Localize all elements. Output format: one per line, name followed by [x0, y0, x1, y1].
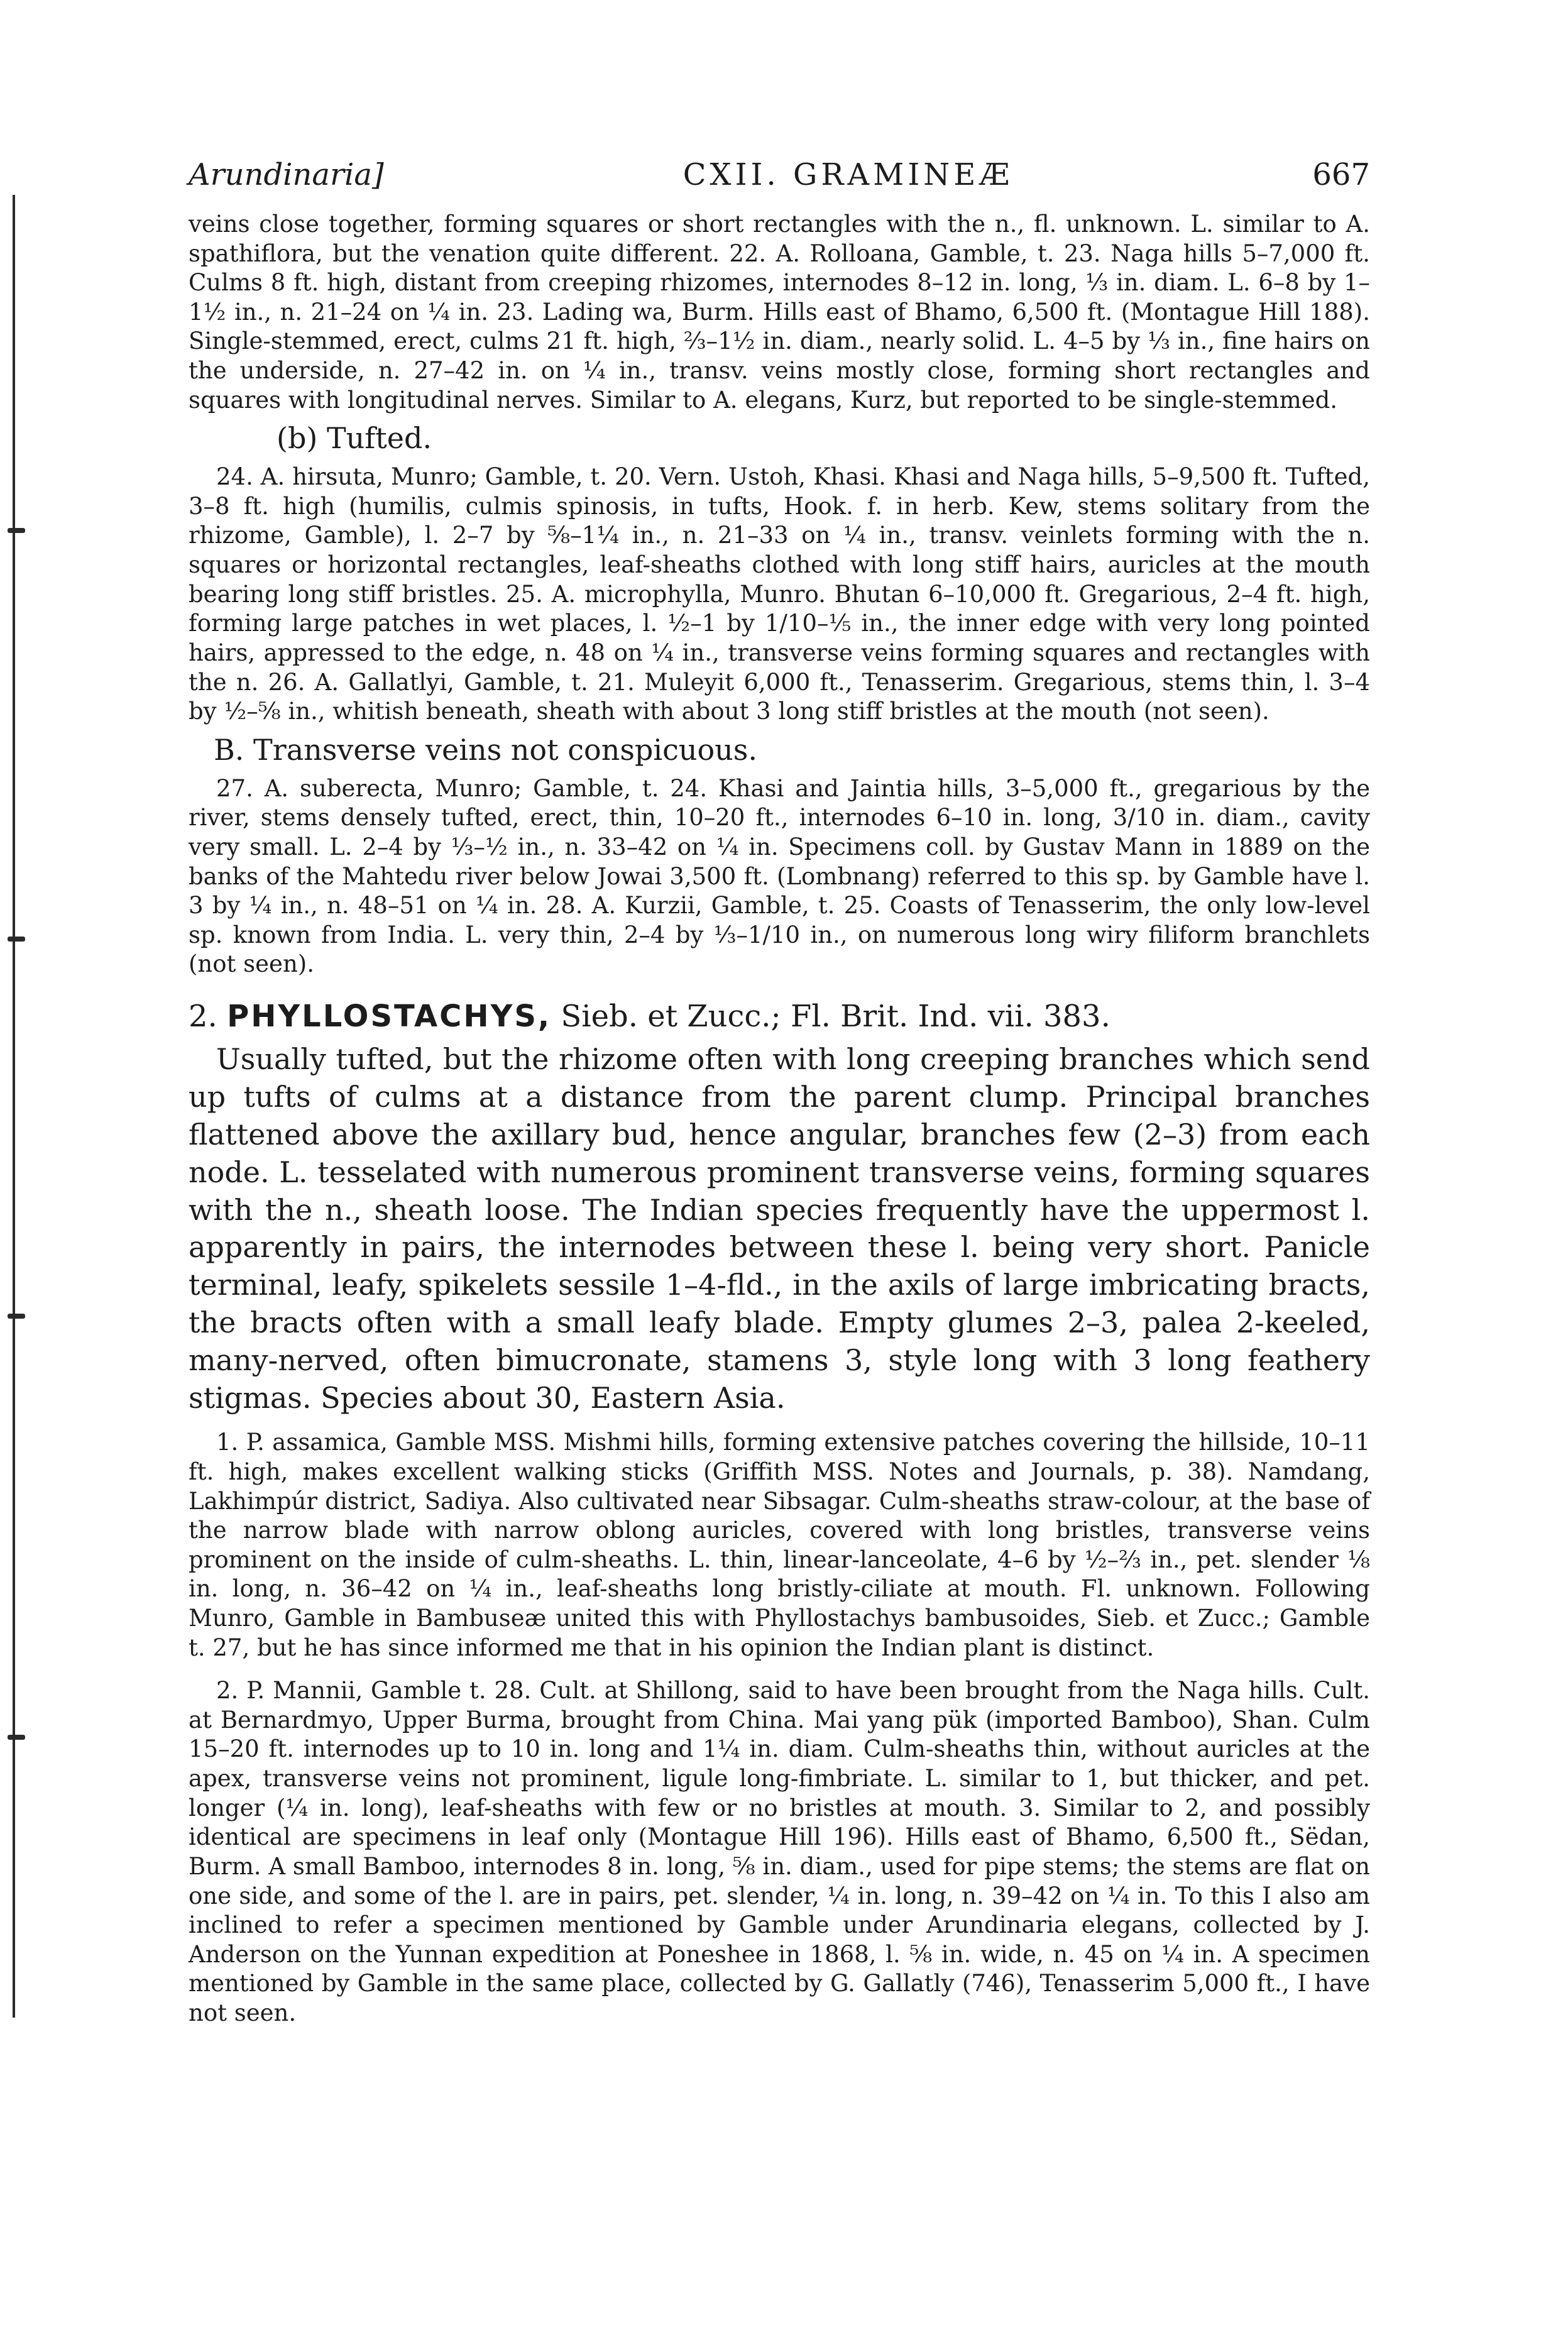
paragraph-species-24-26: 24. A. hirsuta, Munro; Gamble, t. 20. Vern. Ustoh, Khasi. Khasi and Naga hills, 5–9,500 ft. Tufted, 3–8 ft. high (humilis, culmis spinosis, in tufts, Hook. f. in herb. Kew, stems solitary from the rhizome, Gamble), l. 2–7 by ⅝–1¼ in., n. 21–33 on ¼ in., transv. veinlets forming with the n. squares or horizontal rectangles, leaf-sheaths clothed with long stiff hairs, auricles at the mouth bearing long stiff bristles. 25. A. microphylla, Munro. Bhutan 6–10,000 ft. Gregarious, 2–4 ft. high, forming large patches in wet places, l. ½–1 by 1/10–⅕ in., the inner edge with very long pointed hairs, appressed to the edge, n. 48 on ¼ in., transverse veins forming squares and rectangles with the n. 26. A. Gallatlyi, Gamble, t. 21. Muleyit 6,000 ft., Tenasserim. Gregarious, stems thin, l. 3–4 by ½–⅝ in., whitish beneath, sheath with about 3 long stiff bristles at the mouth (not seen). [189, 463, 1370, 725]
header-genus: Arundinaria] [189, 157, 384, 192]
genus-description: Usually tufted, but the rhizome often with long creeping branches which send up tufts of culms at a distance from the parent clump. Principal branches flattened above the axillary bud, hence angular, branches few (2–3) from each node. L. tesselated with numerous prominent transverse veins, forming squares with the n., sheath loose. The Indian species frequently have the uppermost l. apparently in pairs, the internodes between these l. being very short. Panicle terminal, leafy, spikelets sessile 1–4-fld., in the axils of large imbricating bracts, the bracts often with a small leafy blade. Empty glumes 2–3, palea 2-keeled, many-nerved, often bimucronate, stamens 3, style long with 3 long feathery stigmas. Species about 30, Eastern Asia. [189, 1042, 1370, 1415]
subheading-transverse: B. Transverse veins not conspicuous. [214, 732, 758, 767]
paragraph-p-mannii: 2. P. Mannii, Gamble t. 28. Cult. at Shillong, said to have been brought from the Naga hills. Cult. at Bernardmyo, Upper Burma, brought from China. Mai yang pük (imported Bamboo), Shan. Culm 15–20 ft. internodes up to 10 in. long and 1¼ in. diam. Culm-sheaths thin, without auricles at the apex, transverse veins not prominent, ligule long-fimbriate. L. similar to 1, but thicker, and pet. longer (¼ in. long), leaf-sheaths with few or no bristles at mouth. 3. Similar to 2, and possibly identical are specimens in leaf only (Montague Hill 196). Hills east of Bhamo, 6,500 ft., Sëdan, Burm. A small Bamboo, internodes 8 in. long, ⅝ in. diam., used for pipe stems; the stems are flat on one side, and some of the l. are in pairs, pet. slender, ¼ in. long, n. 39–42 on ¼ in. To this I also am inclined to refer a specimen mentioned by Gamble under Arundinaria elegans, collected by J. Anderson on the Yunnan expedition at Poneshee in 1868, l. ⅝ in. wide, n. 45 on ¼ in. A specimen mentioned by Gamble in the same place, collected by G. Gallatly (746), Tenasserim 5,000 ft., I have not seen. [189, 1677, 1370, 2026]
margin-mark [8, 937, 25, 942]
subheading-tufted: (b) Tufted. [277, 421, 432, 456]
genus-heading [189, 997, 1370, 1036]
header-family: CXII. GRAMINEÆ [683, 157, 1014, 192]
running-header [189, 157, 1370, 192]
margin-mark [8, 528, 25, 533]
margin-binding-line [13, 195, 15, 2018]
paragraph-p-assamica: 1. P. assamica, Gamble MSS. Mishmi hills, forming extensive patches covering the hillside, 10–11 ft. high, makes excellent walking sticks (Griffith MSS. Notes and Journals, p. 38). Namdang, Lakhimpúr district, Sadiya. Also cultivated near Sibsagar. Culm-sheaths straw-colour, at the base of the narrow blade with narrow oblong auricles, covered with long bristles, transverse veins prominent on the inside of culm-sheaths. L. thin, linear-lanceolate, 4–6 by ½–⅔ in., pet. slender ⅛ in. long, n. 36–42 on ¼ in., leaf-sheaths long bristly-ciliate at mouth. Fl. unknown. Following Munro, Gamble in Bambuseæ united this with Phyllostachys bambusoides, Sieb. et Zucc.; Gamble t. 27, but he has since informed me that in his opinion the Indian plant is distinct. [189, 1429, 1370, 1661]
genus-authority: Sieb. et Zucc.; Fl. Brit. Ind. vii. 383. [561, 999, 1110, 1035]
margin-mark [8, 1314, 25, 1319]
page-content [189, 157, 1370, 2031]
genus-number: 2. [189, 999, 217, 1035]
genus-name: PHYLLOSTACHYS, [227, 999, 552, 1035]
page-number: 667 [1312, 157, 1370, 192]
paragraph-continuation: veins close together, forming squares or short rectangles with the n., fl. unknown. L. similar to A. spathiflora, but the venation quite different. 22. A. Rolloana, Gamble, t. 23. Naga hills 5–7,000 ft. Culms 8 ft. high, distant from creeping rhizomes, internodes 8–12 in. long, ⅓ in. diam. L. 6–8 by 1–1½ in., n. 21–24 on ¼ in. 23. Lading wa, Burm. Hills east of Bhamo, 6,500 ft. (Montague Hill 188). Single-stemmed, erect, culms 21 ft. high, ⅔–1½ in. diam., nearly solid. L. 4–5 by ⅓ in., fine hairs on the underside, n. 27–42 in. on ¼ in., transv. veins mostly close, forming short rectangles and squares with longitudinal nerves. Similar to A. elegans, Kurz, but reported to be single-stemmed. [189, 211, 1370, 414]
paragraph-species-27-28: 27. A. suberecta, Munro; Gamble, t. 24. Khasi and Jaintia hills, 3–5,000 ft., gregarious by the river, stems densely tufted, erect, thin, 10–20 ft., internodes 6–10 in. long, 3/10 in. diam., cavity very small. L. 2–4 by ⅓–½ in., n. 33–42 on ¼ in. Specimens coll. by Gustav Mann in 1889 on the banks of the Mahtedu river below Jowai 3,500 ft. (Lombnang) referred to this sp. by Gamble have l. 3 by ¼ in., n. 48–51 on ¼ in. 28. A. Kurzii, Gamble, t. 25. Coasts of Tenasserim, the only low-level sp. known from India. L. very thin, 2–4 by ⅓–1/10 in., on numerous long wiry filiform branchlets (not seen). [189, 774, 1370, 978]
margin-mark [8, 1735, 25, 1740]
